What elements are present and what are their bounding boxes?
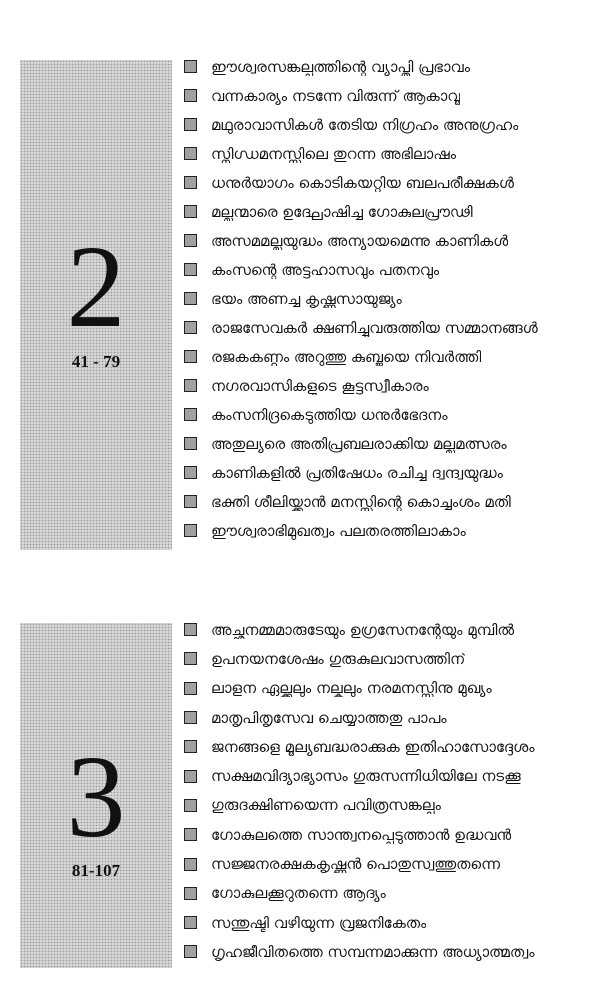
list-item (184, 516, 594, 545)
list-item-text: രാജസേവകർ ക്ഷണിച്ചുവരുത്തിയ സമ്മാനങ്ങൾ (211, 318, 538, 337)
list-item (184, 313, 594, 342)
list-item (184, 81, 594, 110)
list-item-text: ധനുർയാഗം കൊടികയറ്റിയ ബലപരീക്ഷകൾ (211, 173, 514, 192)
list-item (184, 937, 594, 966)
square-bullet-icon (184, 408, 197, 421)
list-item-text: ഗുരുദക്ഷിണയെന്ന പവിത്രസങ്കല്പം (211, 796, 441, 815)
list-item-text: സജ്ജനരക്ഷകകൃഷ്ണൻ പൊതുസ്വത്തുതന്നെ (211, 855, 501, 874)
square-bullet-icon (184, 234, 197, 247)
square-bullet-icon (184, 495, 197, 508)
square-bullet-icon (184, 858, 197, 871)
square-bullet-icon (184, 828, 197, 841)
list-item (184, 458, 594, 487)
list-item (184, 674, 594, 703)
square-bullet-icon (184, 176, 197, 189)
list-item-text: മാതൃപിതൃസേവ ചെയ്യാത്തതു പാപം (211, 708, 447, 727)
square-bullet-icon (184, 60, 197, 73)
list-item-text: നഗരവാസികളുടെ കൂട്ടസ്വീകാരം (211, 376, 429, 395)
list-item (184, 879, 594, 908)
list-item (184, 487, 594, 516)
square-bullet-icon (184, 711, 197, 724)
square-bullet-icon (184, 89, 197, 102)
list-item-text: സക്ഷമവിദ്യാഭ്യാസം ഗുരുസന്നിധിയിലേ നടക്കൂ (211, 767, 521, 786)
list-item (184, 255, 594, 284)
page-range: 81-107 (71, 861, 121, 880)
square-bullet-icon (184, 799, 197, 812)
square-bullet-icon (184, 740, 197, 753)
list-item-text: ഗൃഹജീവിതത്തെ സമ്പന്നമാക്കുന്ന അധ്യാത്മത്വം (211, 942, 535, 961)
square-bullet-icon (184, 321, 197, 334)
list-item-text: അച്ഛനമ്മമാരുടേയും ഉഗ്രസേനന്റേയും മുമ്പിൽ (211, 620, 515, 639)
topic-list (184, 52, 594, 545)
square-bullet-icon (184, 292, 197, 305)
square-bullet-icon (184, 118, 197, 131)
square-bullet-icon (184, 652, 197, 665)
square-bullet-icon (184, 205, 197, 218)
chapter-section-3 (0, 615, 600, 970)
chapter-section-2 (0, 52, 600, 552)
list-item (184, 110, 594, 139)
list-item-text: ലാളന ഏല്ക്കലും നല്കലും നരമനസ്സിനു മുഖ്യം (211, 679, 492, 698)
list-item-text: മഥുരാവാസികൾ തേടിയ നിഗ്രഹം അനുഗ്രഹം (211, 115, 519, 134)
list-item (184, 400, 594, 429)
list-item (184, 52, 594, 81)
square-bullet-icon (184, 263, 197, 276)
square-bullet-icon (184, 623, 197, 636)
list-item (184, 139, 594, 168)
list-item-text: രജകകണ്ഠം അറുത്തു കുബ്ജയെ നിവർത്തി (211, 347, 482, 366)
list-item (184, 284, 594, 313)
square-bullet-icon (184, 770, 197, 783)
square-bullet-icon (184, 887, 197, 900)
square-bullet-icon (184, 147, 197, 160)
list-item-text: അതുല്യരെ അതിപ്രബലരാക്കിയ മല്ലമത്സരം (211, 434, 507, 453)
chapter-panel (20, 623, 172, 968)
list-item (184, 849, 594, 878)
chapter-number: 3 (66, 731, 126, 862)
list-item-text: ഉപനയനശേഷം ഗുരുകുലവാസത്തിന് (211, 649, 466, 668)
list-item-text: മല്ലന്മാരെ ഉദ്ഘോഷിച്ച ഗോകുലപ്രൗഢി (211, 202, 473, 221)
topic-list (184, 615, 594, 967)
list-item-text: കംസന്റെ അട്ടഹാസവും പതനവും (211, 260, 440, 279)
square-bullet-icon (184, 682, 197, 695)
list-item-text: ഭയം അണച്ച കൃഷ്ണസായുജ്യം (211, 289, 402, 308)
list-item-text: സ്നിഗ്ധമനസ്സിലെ തുറന്ന അഭിലാഷം (211, 144, 456, 163)
list-item (184, 168, 594, 197)
chapter-number: 2 (66, 221, 126, 352)
list-item (184, 342, 594, 371)
list-item (184, 644, 594, 673)
list-item-text: വന്നകാര്യം നടന്നേ വിരുന്ന് ആകാവൂ (211, 86, 461, 105)
list-item (184, 732, 594, 761)
list-item-text: അസമമല്ലയുദ്ധം അന്യായമെന്നു കാണികൾ (211, 231, 509, 250)
square-bullet-icon (184, 379, 197, 392)
list-item-text: കാണികളിൽ പ്രതിഷേധം രചിച്ച ദ്വന്ദ്വയുദ്ധം (211, 463, 503, 482)
square-bullet-icon (184, 437, 197, 450)
list-item-text: സന്തുഷ്ടി വഴിയുന്ന വ്രജനികേതം (211, 913, 427, 932)
square-bullet-icon (184, 945, 197, 958)
square-bullet-icon (184, 916, 197, 929)
list-item (184, 429, 594, 458)
page-range: 41 - 79 (71, 352, 121, 371)
list-item-text: ഗോകുലത്തെ സാന്ത്വനപ്പെടുത്താൻ ഉദ്ധവൻ (211, 825, 512, 844)
square-bullet-icon (184, 524, 197, 537)
square-bullet-icon (184, 350, 197, 363)
list-item-text: ഭക്തി ശീലിയ്ക്കാൻ മനസ്സിന്റെ കൊച്ചംശം മതി (211, 492, 511, 511)
list-item (184, 615, 594, 644)
list-item-text: ഗോകുലക്കൂറുതന്നെ ആദ്യം (211, 884, 386, 903)
list-item (184, 791, 594, 820)
list-item (184, 908, 594, 937)
list-item (184, 761, 594, 790)
list-item-text: ഈശ്വരസങ്കല്പത്തിന്റെ വ്യാപ്തി പ്രഭാവം (211, 57, 470, 76)
list-item-text: ഈശ്വരാഭിമുഖത്വം പലതരത്തിലാകാം (211, 521, 466, 540)
list-item-text: ജനങ്ങളെ മൂല്യബദ്ധരാക്കുക ഇതിഹാസോദ്ദേശം (211, 737, 535, 756)
list-item (184, 226, 594, 255)
square-bullet-icon (184, 466, 197, 479)
list-item (184, 703, 594, 732)
list-item (184, 371, 594, 400)
list-item-text: കംസനിദ്രകെടുത്തിയ ധനുർഭേദനം (211, 405, 448, 424)
list-item (184, 197, 594, 226)
list-item (184, 820, 594, 849)
chapter-panel (20, 60, 172, 550)
